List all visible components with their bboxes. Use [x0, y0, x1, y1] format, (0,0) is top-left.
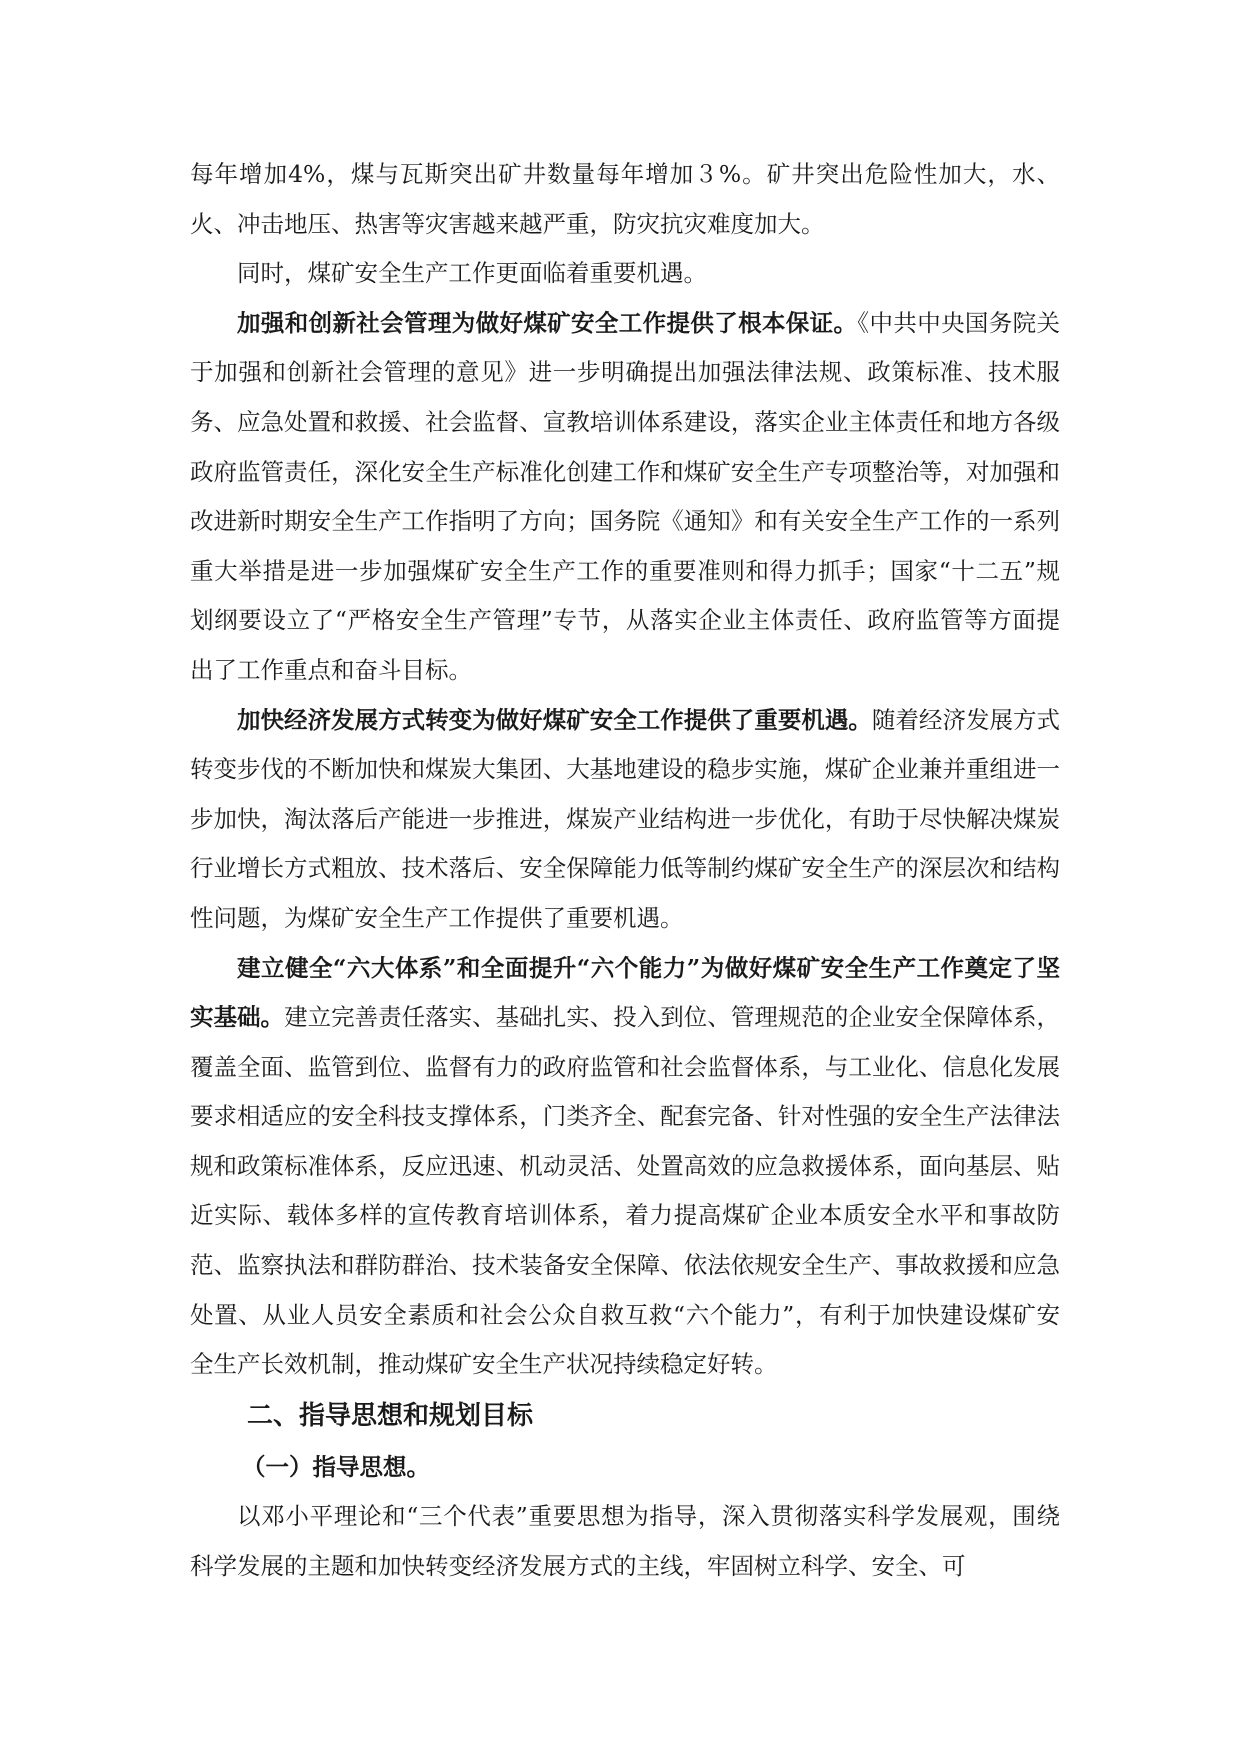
body-paragraph: [190, 299, 1060, 696]
paragraph-lead-bold: 加快经济发展方式转变为做好煤矿安全工作提供了重要机遇。: [237, 705, 872, 734]
document-page: [190, 150, 1060, 1592]
paragraph-text: 随着经济发展方式转变步伐的不断加快和煤炭大集团、大基地建设的稳步实施，煤矿企业兼并重组进一步加快，淘汰落后产能进一步推进，煤炭产业结构进一步优化，有助于尽快解决煤炭行业增长方式粗放、技术落后、安全保障能力低等制约煤矿安全生产的深层次和结构性问题，为煤矿安全生产工作提供了重要机遇。: [190, 705, 1061, 932]
body-paragraph: 每年增加4%，煤与瓦斯突出矿井数量每年增加３%。矿井突出危险性加大，水、火、冲击地压、热害等灾害越来越严重，防灾抗灾难度加大。: [190, 160, 1060, 238]
section-heading: 二、指导思想和规划目标: [247, 1400, 534, 1431]
body-paragraph: [190, 696, 1060, 944]
paragraph-text: 《中共中央国务院关于加强和创新社会管理的意见》进一步明确提出加强法律法规、政策标准、技术服务、应急处置和救援、社会监督、宣教培训体系建设，落实企业主体责任和地方各级政府监管责任，深化安全生产标准化创建工作和煤矿安全生产专项整治等，对加强和改进新时期安全生产工作指明了方向；国务院《通知》和有关安全生产工作的一系列重大举措是进一步加强煤矿安全生产工作的重要准则和得力抓手；国家“十二五”规划纲要设立了“严格安全生产管理”专节，从落实企业主体责任、政府监管等方面提出了工作重点和奋斗目标。: [190, 308, 1061, 684]
subsection-heading: （一）指导思想。: [242, 1452, 430, 1481]
body-paragraph: [190, 944, 1060, 1390]
paragraph-text: 建立完善责任落实、基础扎实、投入到位、管理规范的企业安全保障体系，覆盖全面、监管到位、监督有力的政府监管和社会监督体系，与工业化、信息化发展要求相适应的安全科技支撑体系，门类齐全、配套完备、针对性强的安全生产法律法规和政策标准体系，反应迅速、机动灵活、处置高效的应急救援体系，面向基层、贴近实际、载体多样的宣传教育培训体系，着力提高煤矿企业本质安全水平和事故防范、监察执法和群防群治、技术装备安全保障、依法依规安全生产、事故救援和应急处置、从业人员安全素质和社会公众自救互救“六个能力”，有利于加快建设煤矿安全生产长效机制，推动煤矿安全生产状况持续稳定好转。: [190, 1003, 1061, 1379]
body-paragraph: 同时，煤矿安全生产工作更面临着重要机遇。: [237, 259, 707, 288]
paragraph-lead-bold: 建立健全“六大体系”和全面提升“六个能力”为做好煤矿安全生产工作奠定了坚实基础。: [190, 953, 1060, 1032]
body-paragraph: 以邓小平理论和“三个代表”重要思想为指导，深入贯彻落实科学发展观，围绕科学发展的主题和加快转变经济发展方式的主线，牢固树立科学、安全、可: [190, 1502, 1060, 1581]
paragraph-lead-bold: 加强和创新社会管理为做好煤矿安全工作提供了根本保证。: [237, 308, 858, 337]
